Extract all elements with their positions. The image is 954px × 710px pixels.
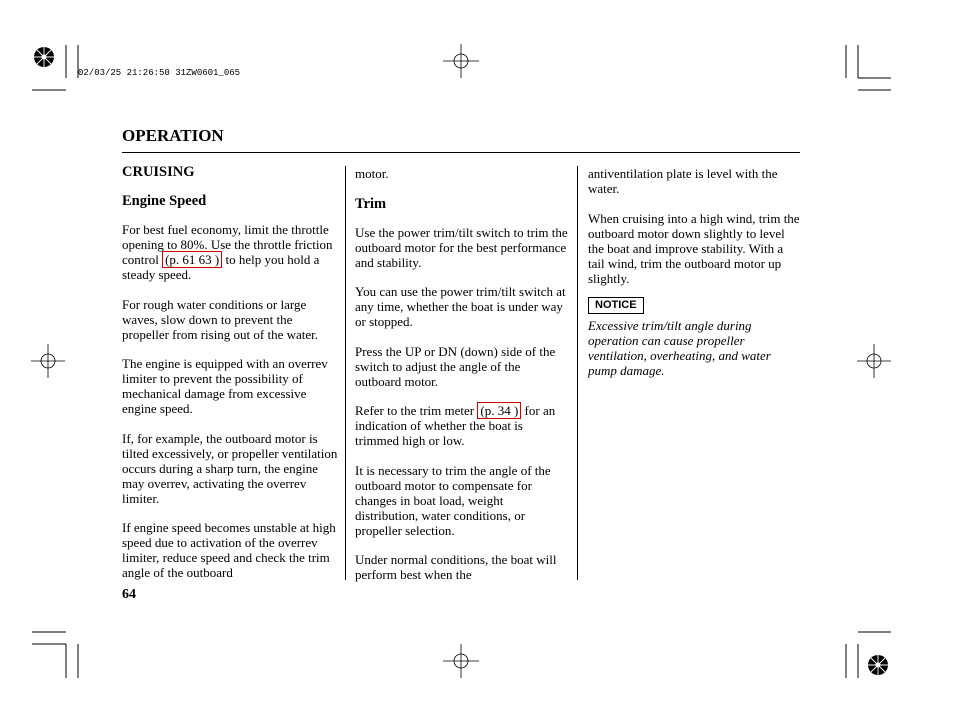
page-title: OPERATION	[122, 126, 224, 145]
registration-starburst-icon	[868, 655, 888, 675]
column-3	[588, 166, 800, 392]
paragraph: The engine is equipped with an overrev limiter to prevent the possibility of mechanical damage from excessive engine speed.	[122, 356, 328, 416]
paragraph: You can use the power trim/tilt switch at any time, whether the boat is under way or stopped.	[355, 284, 566, 329]
column-divider	[577, 166, 578, 580]
paragraph: For rough water conditions or large waves, slow down to prevent the propeller from rising out of the water.	[122, 296, 319, 342]
paragraph: For best fuel economy, limit the throttle opening to 80%. Use the throttle friction control (p. 61 63 ) to help you hold a steady speed.	[122, 222, 333, 282]
paragraph: When cruising into a high wind, trim the outboard motor down slightly to level the boat and improve stability. With a tail wind, trim the outboard motor up slightly.	[588, 210, 800, 286]
column-2	[355, 166, 569, 597]
print-stamp: 02/03/25 21:26:50 31ZW0601_065	[78, 68, 241, 78]
page-number: 64	[122, 587, 136, 602]
paragraph: Under normal conditions, the boat will perform best when the	[355, 552, 557, 582]
section-heading-cruising: CRUISING	[122, 164, 195, 180]
header-rule	[122, 152, 800, 153]
paragraph: If, for example, the outboard motor is tilted excessively, or propeller ventilation occurs during a sharp turn, the engine may overrev, activating the overrev limiter.	[122, 430, 338, 506]
registration-starburst-icon	[34, 47, 54, 67]
notice-label: NOTICE	[588, 297, 644, 314]
notice-text: Excessive trim/tilt angle during operation can cause propeller ventilation, overheating, and water pump damage.	[588, 317, 771, 378]
column-divider	[345, 166, 346, 580]
subheading-engine-speed: Engine Speed	[122, 193, 207, 209]
column-1	[122, 164, 338, 595]
paragraph: antiventilation plate is level with the water.	[588, 166, 778, 196]
paragraph: It is necessary to trim the angle of the outboard motor to compensate for changes in boat load, weight distribution, water conditions, or propeller selection.	[355, 462, 551, 538]
paragraph: If engine speed becomes unstable at high speed due to activation of the overrev limiter, reduce speed and check the trim angle of the outboard	[122, 520, 336, 580]
paragraph: Use the power trim/tilt switch to trim the outboard motor for the best performance and stability.	[355, 224, 568, 270]
paragraph: motor.	[355, 166, 389, 181]
page-reference-link[interactable]: (p. 34 )	[477, 402, 521, 419]
page-reference-link[interactable]: (p. 61 63 )	[162, 251, 222, 268]
paragraph: Refer to the trim meter (p. 34 ) for an indication of whether the boat is trimmed high or low.	[355, 403, 556, 448]
paragraph: Press the UP or DN (down) side of the switch to adjust the angle of the outboard motor.	[355, 343, 556, 389]
subheading-trim: Trim	[355, 195, 387, 212]
